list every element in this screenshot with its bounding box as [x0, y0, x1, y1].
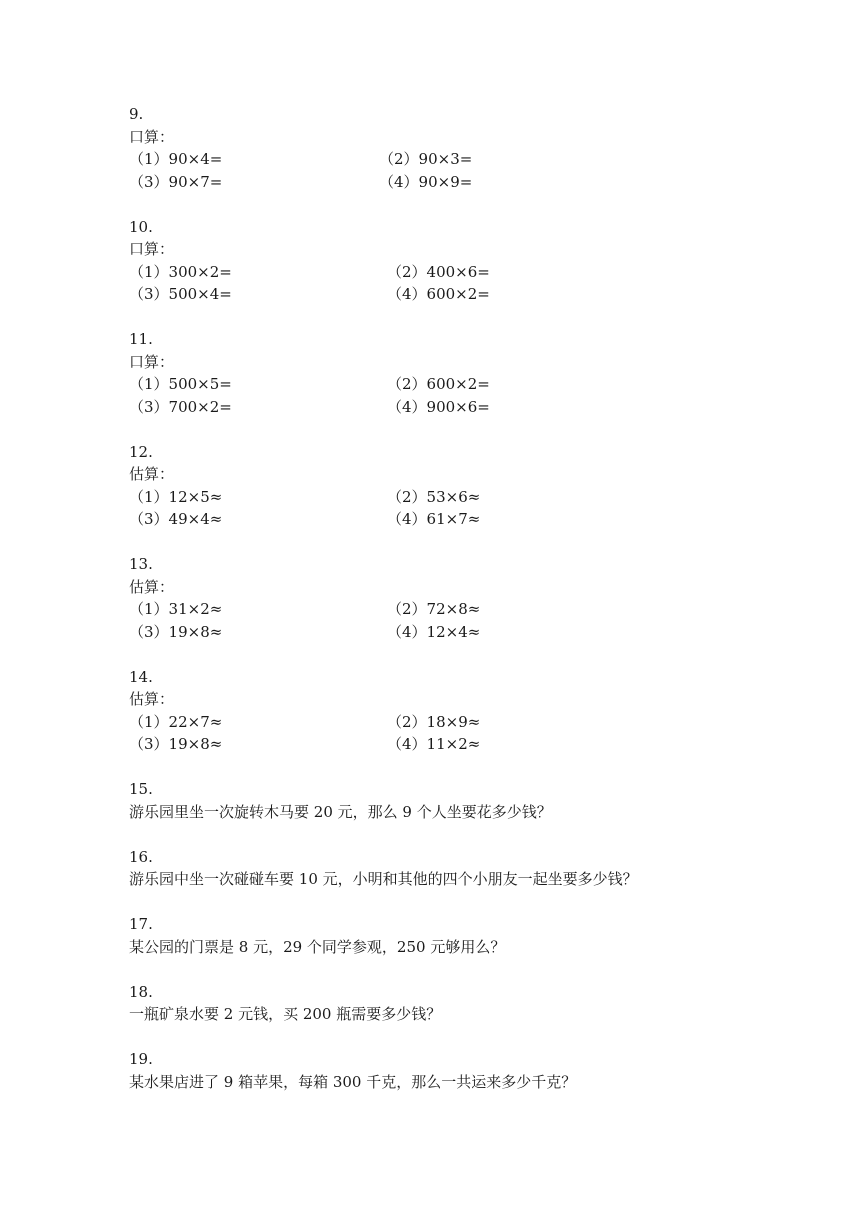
item-1: （1）500×5= [129, 375, 232, 393]
item-row [129, 486, 769, 509]
item-4: （4）900×6= [387, 397, 490, 416]
problem-label: 口算： [129, 352, 175, 371]
item-3: （3）500×4= [129, 285, 232, 303]
problem-label: 估算： [129, 577, 175, 596]
problem-text: 某公园的门票是 8 元，29 个同学参观，250 元够用么？ [129, 937, 506, 956]
item-4: （4）61×7≈ [387, 510, 481, 528]
problem-text: 游乐园中坐一次碰碰车要 10 元，小明和其他的四个小朋友一起坐要多少钱？ [129, 870, 638, 888]
problem-label: 口算： [129, 127, 175, 146]
problem-number: 13. [129, 555, 153, 573]
problem-12 [129, 441, 769, 531]
problem-number: 10. [129, 217, 153, 236]
item-row [129, 261, 769, 284]
item-4: （4）11×2≈ [387, 735, 481, 753]
item-row [129, 283, 769, 306]
problem-text: 一瓶矿泉水要 2 元钱，买 200 瓶需要多少钱？ [129, 1005, 442, 1023]
item-1: （1）31×2≈ [129, 600, 223, 618]
problem-number: 9. [129, 105, 144, 123]
item-3: （3）700×2= [129, 397, 232, 416]
item-1: （1）12×5≈ [129, 487, 223, 506]
problem-label: 口算： [129, 240, 175, 258]
item-row [129, 598, 769, 621]
item-3: （3）19×8≈ [129, 622, 223, 641]
problem-number: 12. [129, 442, 153, 461]
item-4: （4）90×9= [379, 172, 473, 191]
item-4: （4）600×2= [387, 285, 490, 303]
item-2: （2）400×6= [387, 262, 490, 281]
item-3: （3）19×8≈ [129, 735, 223, 753]
problem-9 [129, 103, 769, 193]
problem-19 [129, 1048, 769, 1093]
item-1: （1）22×7≈ [129, 712, 223, 731]
item-row [129, 396, 769, 419]
problem-number: 18. [129, 982, 153, 1001]
problem-18 [129, 981, 769, 1026]
item-row [129, 508, 769, 531]
problem-number: 17. [129, 915, 153, 933]
item-row [129, 621, 769, 644]
item-1: （1）90×4= [129, 150, 223, 168]
item-2: （2）90×3= [379, 150, 473, 168]
problem-number: 14. [129, 667, 153, 686]
item-3: （3）90×7= [129, 172, 223, 191]
problem-text: 某水果店进了 9 箱苹果，每箱 300 千克，那么一共运来多少千克？ [129, 1072, 577, 1091]
item-2: （2）53×6≈ [387, 487, 481, 506]
problem-label: 估算： [129, 465, 175, 483]
item-4: （4）12×4≈ [387, 622, 481, 641]
problem-17 [129, 913, 769, 958]
item-2: （2）72×8≈ [387, 600, 481, 618]
problem-11 [129, 328, 769, 418]
item-2: （2）600×2= [387, 375, 490, 393]
problem-13 [129, 553, 769, 643]
item-row [129, 171, 769, 194]
problem-14 [129, 666, 769, 756]
problem-label: 估算： [129, 690, 175, 708]
item-1: （1）300×2= [129, 262, 232, 281]
problem-16 [129, 846, 769, 891]
item-3: （3）49×4≈ [129, 510, 223, 528]
problem-text: 游乐园里坐一次旋转木马要 20 元，那么 9 个人坐要花多少钱？ [129, 802, 552, 821]
problem-15 [129, 778, 769, 823]
problem-number: 16. [129, 847, 153, 866]
item-row [129, 373, 769, 396]
item-row [129, 711, 769, 734]
problem-number: 19. [129, 1050, 153, 1068]
problem-10 [129, 216, 769, 306]
worksheet [129, 103, 769, 1116]
item-row [129, 733, 769, 756]
problem-number: 15. [129, 780, 153, 798]
item-row [129, 148, 769, 171]
item-2: （2）18×9≈ [387, 712, 481, 731]
problem-number: 11. [129, 330, 153, 348]
